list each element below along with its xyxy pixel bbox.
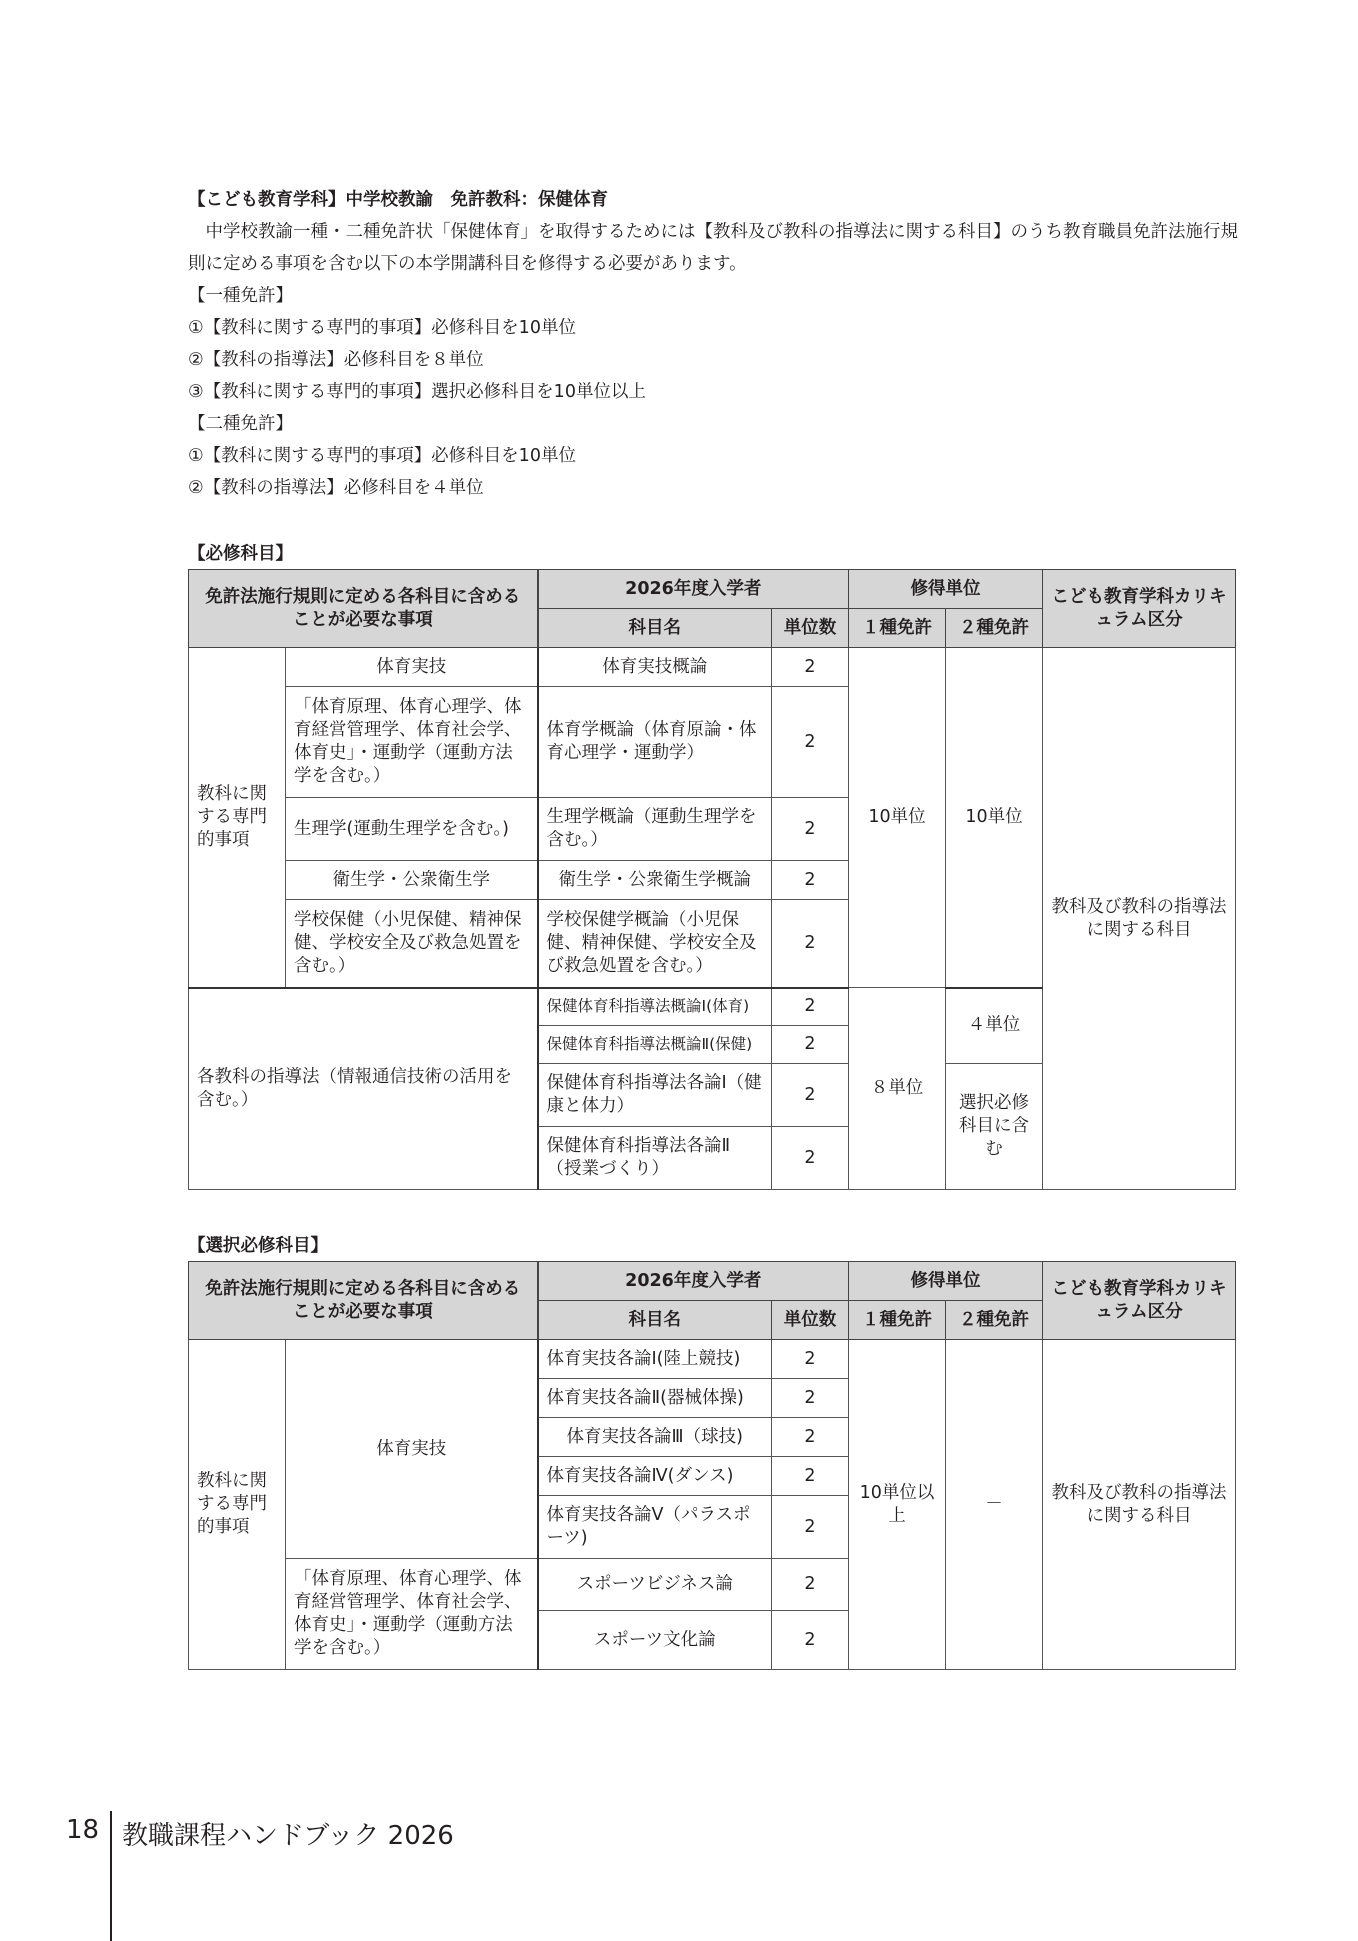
header-subject: 科目名 bbox=[538, 1301, 772, 1340]
intro-section bbox=[188, 184, 1238, 504]
credit-count: 2 bbox=[772, 1340, 849, 1379]
credit-count: 2 bbox=[772, 687, 849, 798]
header-type1: １種免許 bbox=[849, 609, 946, 648]
header-credits: 単位数 bbox=[772, 1301, 849, 1340]
credit-count: 2 bbox=[772, 648, 849, 687]
rule-item: 衛生学・公衆衛生学 bbox=[286, 861, 538, 900]
header-acquired: 修得単位 bbox=[849, 1262, 1043, 1301]
intro-paragraph: 中学校教諭一種・二種免許状「保健体育」を取得するためには【教科及び教科の指導法に関する科目】のうち教育職員免許法施行規則に定める事項を含む以下の本学開講科目を修得する必要があります。 bbox=[188, 222, 1238, 274]
page-number: 18 bbox=[66, 1815, 100, 1845]
footer-title: 教職課程ハンドブック 2026 bbox=[122, 1821, 454, 1851]
curriculum-cell: 教科及び教科の指導法に関する科目 bbox=[1043, 648, 1236, 1190]
header-curriculum: こども教育学科カリキュラム区分 bbox=[1043, 570, 1236, 648]
header-type1: １種免許 bbox=[849, 1301, 946, 1340]
units-type1: ８単位 bbox=[849, 988, 946, 1190]
header-rule: 免許法施行規則に定める各科目に含めることが必要な事項 bbox=[189, 1262, 538, 1340]
credit-count: 2 bbox=[772, 1127, 849, 1190]
credit-count: 2 bbox=[772, 1064, 849, 1127]
requirement-line: ②【教科の指導法】必修科目を４単位 bbox=[188, 478, 484, 498]
header-type2: ２種免許 bbox=[946, 1301, 1043, 1340]
section-title: 【こども教育学科】中学校教諭 免許教科：保健体育 bbox=[188, 190, 608, 210]
units-type2-note: 選択必修科目に含む bbox=[946, 1064, 1043, 1190]
rule-item: 学校保健（小児保健、精神保健、学校安全及び救急処置を含む。） bbox=[286, 900, 538, 988]
subject-name: 体育実技各論Ⅲ（球技) bbox=[538, 1418, 772, 1457]
elective-section-label: 【選択必修科目】 bbox=[188, 1236, 328, 1256]
header-rule: 免許法施行規則に定める各科目に含めることが必要な事項 bbox=[189, 570, 538, 648]
credit-count: 2 bbox=[772, 1379, 849, 1418]
credit-count: 2 bbox=[772, 861, 849, 900]
subject-name: 体育実技概論 bbox=[538, 648, 772, 687]
curriculum-cell: 教科及び教科の指導法に関する科目 bbox=[1043, 1340, 1236, 1670]
credit-count: 2 bbox=[772, 1611, 849, 1670]
units-type1: 10単位以上 bbox=[849, 1340, 946, 1670]
required-section-label: 【必修科目】 bbox=[188, 544, 293, 564]
category-cell: 教科に関する専門的事項 bbox=[189, 1340, 286, 1670]
subject-name: 生理学概論（運動生理学を含む。） bbox=[538, 798, 772, 861]
requirement-line: ②【教科の指導法】必修科目を８単位 bbox=[188, 350, 484, 370]
required-table bbox=[188, 569, 1236, 1190]
subject-name: 体育実技各論Ⅳ(ダンス) bbox=[538, 1457, 772, 1496]
units-type2: 10単位 bbox=[946, 648, 1043, 988]
credit-count: 2 bbox=[772, 988, 849, 1026]
requirement-line: ③【教科に関する専門的事項】選択必修科目を10単位以上 bbox=[188, 382, 646, 402]
page-footer bbox=[66, 1815, 454, 1851]
subject-name: 体育学概論（体育原論・体育心理学・運動学） bbox=[538, 687, 772, 798]
elective-table bbox=[188, 1261, 1236, 1670]
header-curriculum: こども教育学科カリキュラム区分 bbox=[1043, 1262, 1236, 1340]
header-acquired: 修得単位 bbox=[849, 570, 1043, 609]
credit-count: 2 bbox=[772, 798, 849, 861]
units-type2: ４単位 bbox=[946, 988, 1043, 1064]
header-year: 2026年度入学者 bbox=[538, 570, 849, 609]
subject-name: 衛生学・公衆衛生学概論 bbox=[538, 861, 772, 900]
footer-divider bbox=[110, 1811, 112, 1941]
rule-item: 体育実技 bbox=[286, 1340, 538, 1559]
credit-count: 2 bbox=[772, 1418, 849, 1457]
credit-count: 2 bbox=[772, 1496, 849, 1559]
header-type2: ２種免許 bbox=[946, 609, 1043, 648]
rule-item: 「体育原理、体育心理学、体育経営管理学、体育社会学、体育史」・運動学（運動方法学を含む。） bbox=[286, 687, 538, 798]
subject-name: 保健体育科指導法概論Ⅰ(体育) bbox=[538, 988, 772, 1026]
credit-count: 2 bbox=[772, 900, 849, 988]
subject-name: 保健体育科指導法各論Ⅰ（健康と体力） bbox=[538, 1064, 772, 1127]
subject-name: スポーツ文化論 bbox=[538, 1611, 772, 1670]
units-type2: － bbox=[946, 1340, 1043, 1670]
header-year: 2026年度入学者 bbox=[538, 1262, 849, 1301]
rule-item: 「体育原理、体育心理学、体育経営管理学、体育社会学、体育史」・運動学（運動方法学を含む。） bbox=[286, 1559, 538, 1670]
method-category: 各教科の指導法（情報通信技術の活用を含む。） bbox=[189, 988, 538, 1190]
rule-item: 生理学(運動生理学を含む。) bbox=[286, 798, 538, 861]
header-credits: 単位数 bbox=[772, 609, 849, 648]
credit-count: 2 bbox=[772, 1457, 849, 1496]
subject-name: 学校保健学概論（小児保健、精神保健、学校安全及び救急処置を含む。） bbox=[538, 900, 772, 988]
credit-count: 2 bbox=[772, 1026, 849, 1064]
subject-name: 保健体育科指導法各論Ⅱ（授業づくり） bbox=[538, 1127, 772, 1190]
header-subject: 科目名 bbox=[538, 609, 772, 648]
subject-name: 体育実技各論Ⅴ（パラスポーツ) bbox=[538, 1496, 772, 1559]
requirement-line: ①【教科に関する専門的事項】必修科目を10単位 bbox=[188, 446, 576, 466]
subject-name: 体育実技各論Ⅱ(器械体操) bbox=[538, 1379, 772, 1418]
requirement-line: 【一種免許】 bbox=[188, 286, 293, 306]
category-cell: 教科に関する専門的事項 bbox=[189, 648, 286, 988]
units-type1: 10単位 bbox=[849, 648, 946, 988]
subject-name: スポーツビジネス論 bbox=[538, 1559, 772, 1611]
credit-count: 2 bbox=[772, 1559, 849, 1611]
subject-name: 体育実技各論Ⅰ(陸上競技) bbox=[538, 1340, 772, 1379]
requirement-line: 【二種免許】 bbox=[188, 414, 293, 434]
requirement-line: ①【教科に関する専門的事項】必修科目を10単位 bbox=[188, 318, 576, 338]
rule-item: 体育実技 bbox=[286, 648, 538, 687]
subject-name: 保健体育科指導法概論Ⅱ(保健) bbox=[538, 1026, 772, 1064]
